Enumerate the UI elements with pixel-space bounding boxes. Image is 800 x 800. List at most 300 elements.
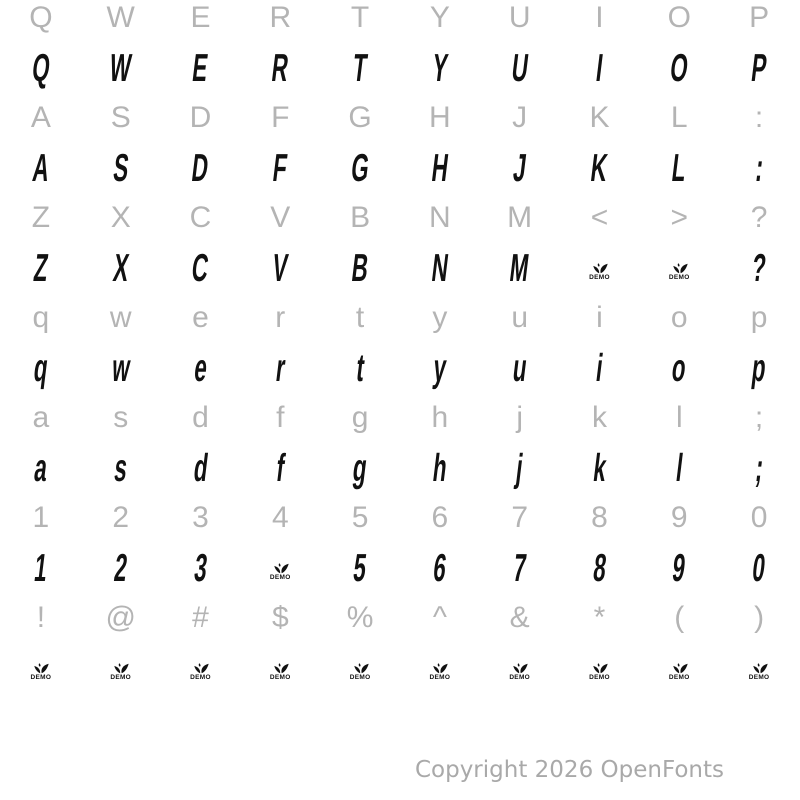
- glyph-cell: [1, 343, 81, 393]
- glyph-cell: [81, 643, 161, 693]
- fleuron-icon: [30, 662, 51, 674]
- glyph-cell: [1, 643, 81, 693]
- demo-label: DEMO: [668, 274, 690, 282]
- glyph-char: P: [749, 1, 770, 34]
- glyph-cell: [1, 443, 81, 493]
- fleuron-icon: [669, 262, 690, 274]
- glyph-cell: [480, 243, 560, 293]
- glyph-cell: [320, 143, 400, 193]
- glyph-cell: [560, 243, 640, 293]
- glyph-cell: [161, 243, 241, 293]
- glyph-char: >: [670, 201, 689, 234]
- glyph-char: Q: [29, 1, 53, 34]
- glyph-char: o: [669, 346, 689, 390]
- glyph-char: 7: [510, 546, 529, 590]
- glyph-char: O: [667, 1, 691, 34]
- glyph-cell: [719, 593, 799, 643]
- glyph-char: M: [507, 246, 532, 290]
- demo-glyph-mark: [749, 662, 770, 681]
- glyph-cell: [320, 193, 400, 243]
- glyph-char: h: [430, 446, 450, 490]
- glyph-char: ^: [432, 601, 447, 634]
- glyph-char: g: [351, 401, 369, 434]
- glyph-cell: [719, 343, 799, 393]
- glyph-char: u: [511, 301, 529, 334]
- glyph-cell: [560, 393, 640, 443]
- glyph-cell: [1, 293, 81, 343]
- glyph-cell: [161, 493, 241, 543]
- glyph-char: 0: [750, 501, 768, 534]
- glyph-cell: [320, 343, 400, 393]
- glyph-cell: [81, 543, 161, 593]
- glyph-cell: [400, 443, 480, 493]
- glyph-cell: [240, 43, 320, 93]
- fleuron-icon: [350, 662, 371, 674]
- demo-glyph-mark: [110, 662, 131, 681]
- demo-glyph-mark: [669, 262, 690, 281]
- glyph-cell: [320, 543, 400, 593]
- glyph-char: B: [349, 246, 371, 290]
- glyph-cell: [480, 143, 560, 193]
- demo-label: DEMO: [668, 674, 690, 682]
- glyph-cell: [320, 443, 400, 493]
- glyph-char: O: [668, 46, 691, 90]
- glyph-char: J: [510, 146, 529, 190]
- glyph-char: C: [189, 201, 212, 234]
- glyph-char: W: [107, 46, 134, 90]
- glyph-char: k: [590, 446, 609, 490]
- glyph-char: 6: [431, 546, 449, 590]
- fleuron-icon: [190, 662, 211, 674]
- glyph-char: q: [32, 301, 50, 334]
- glyph-cell: [81, 293, 161, 343]
- glyph-char: 9: [670, 501, 688, 534]
- glyph-char: *: [593, 601, 606, 634]
- glyph-char: i: [596, 301, 603, 334]
- glyph-cell: [320, 593, 400, 643]
- fleuron-icon: [589, 662, 610, 674]
- glyph-char: %: [346, 601, 374, 634]
- glyph-row-demo: [0, 543, 800, 593]
- glyph-cell: [240, 93, 320, 143]
- glyph-cell: [560, 143, 640, 193]
- glyph-cell: [161, 443, 241, 493]
- glyph-char: K: [589, 101, 610, 134]
- glyph-row-demo: [0, 43, 800, 93]
- demo-label: DEMO: [589, 274, 610, 282]
- glyph-row-demo: [0, 343, 800, 393]
- glyph-char: P: [749, 46, 770, 90]
- glyph-char: 3: [191, 546, 210, 590]
- glyph-cell: [81, 243, 161, 293]
- glyph-cell: [639, 93, 719, 143]
- glyph-cell: [320, 493, 400, 543]
- glyph-char: 5: [351, 501, 369, 534]
- glyph-cell: [560, 643, 640, 693]
- glyph-char: g: [350, 446, 370, 490]
- glyph-cell: [240, 443, 320, 493]
- glyph-char: 1: [32, 546, 50, 590]
- glyph-char: H: [429, 101, 451, 134]
- glyph-char: t: [355, 301, 365, 334]
- demo-label: DEMO: [509, 674, 531, 682]
- fleuron-icon: [110, 662, 131, 674]
- glyph-cell: [480, 343, 560, 393]
- glyph-cell: [400, 0, 480, 43]
- glyph-cell: [719, 0, 799, 43]
- glyph-char: ?: [749, 246, 769, 290]
- glyph-cell: [639, 193, 719, 243]
- glyph-cell: [480, 593, 560, 643]
- glyph-char: 3: [192, 501, 209, 534]
- glyph-char: A: [30, 101, 51, 134]
- glyph-cell: [320, 643, 400, 693]
- glyph-char: &: [509, 601, 530, 634]
- glyph-char: y: [432, 301, 448, 334]
- demo-glyph-mark: [509, 662, 530, 681]
- glyph-cell: [639, 643, 719, 693]
- glyph-char: V: [270, 246, 291, 290]
- glyph-cell: [719, 443, 799, 493]
- glyph-cell: [161, 543, 241, 593]
- glyph-char: L: [669, 146, 689, 190]
- glyph-cell: [400, 393, 480, 443]
- glyph-char: S: [110, 101, 131, 134]
- glyph-cell: [480, 393, 560, 443]
- glyph-row-demo: [0, 243, 800, 293]
- glyph-cell: [400, 293, 480, 343]
- glyph-cell: [560, 593, 640, 643]
- glyph-char: q: [31, 346, 51, 390]
- glyph-cell: [560, 293, 640, 343]
- fleuron-icon: [270, 662, 291, 674]
- glyph-char: h: [431, 401, 449, 434]
- glyph-row-reference: [0, 293, 800, 343]
- glyph-char: #: [192, 601, 209, 634]
- glyph-char: I: [593, 46, 606, 90]
- glyph-cell: [1, 193, 81, 243]
- glyph-row-reference: [0, 593, 800, 643]
- glyph-char: w: [109, 346, 132, 390]
- glyph-char: 2: [112, 501, 130, 534]
- fleuron-icon: [589, 262, 610, 274]
- glyph-cell: [1, 593, 81, 643]
- glyph-char: 4: [271, 501, 289, 534]
- glyph-row-demo: [0, 143, 800, 193]
- glyph-cell: [320, 393, 400, 443]
- glyph-cell: [719, 543, 799, 593]
- glyph-char: F: [270, 146, 290, 190]
- glyph-cell: [81, 43, 161, 93]
- glyph-cell: [639, 143, 719, 193]
- glyph-cell: [480, 493, 560, 543]
- glyph-cell: [240, 493, 320, 543]
- glyph-char: Z: [31, 246, 51, 290]
- glyph-cell: [1, 543, 81, 593]
- glyph-cell: [320, 243, 400, 293]
- glyph-cell: [400, 143, 480, 193]
- glyph-cell: [560, 443, 640, 493]
- glyph-cell: [400, 193, 480, 243]
- glyph-cell: [240, 0, 320, 43]
- glyph-cell: [639, 443, 719, 493]
- glyph-char: y: [431, 346, 449, 390]
- glyph-char: C: [189, 246, 212, 290]
- glyph-cell: [560, 0, 640, 43]
- glyph-char: <: [590, 201, 609, 234]
- glyph-char: Q: [29, 46, 53, 90]
- glyph-cell: [480, 543, 560, 593]
- glyph-char: j: [516, 401, 524, 434]
- glyph-char: r: [275, 301, 286, 334]
- demo-glyph-mark: [270, 562, 291, 581]
- glyph-cell: [240, 393, 320, 443]
- glyph-cell: [560, 493, 640, 543]
- glyph-char: f: [273, 446, 287, 490]
- glyph-cell: [161, 43, 241, 93]
- glyph-cell: [400, 493, 480, 543]
- glyph-cell: [81, 143, 161, 193]
- glyph-char: k: [591, 401, 607, 434]
- glyph-char: ): [754, 601, 765, 634]
- glyph-row-reference: [0, 93, 800, 143]
- glyph-cell: [161, 93, 241, 143]
- glyph-char: t: [353, 346, 367, 390]
- glyph-cell: [480, 43, 560, 93]
- glyph-char: (: [674, 601, 685, 634]
- glyph-cell: [320, 93, 400, 143]
- glyph-cell: [161, 193, 241, 243]
- glyph-cell: [1, 0, 81, 43]
- glyph-char: s: [113, 401, 129, 434]
- glyph-cell: [161, 393, 241, 443]
- glyph-char: G: [348, 146, 372, 190]
- glyph-char: 1: [32, 501, 50, 534]
- glyph-cell: [240, 143, 320, 193]
- demo-label: DEMO: [748, 674, 770, 682]
- glyph-char: 0: [750, 546, 768, 590]
- glyph-cell: [240, 293, 320, 343]
- glyph-char: d: [192, 401, 209, 434]
- glyph-char: o: [670, 301, 688, 334]
- glyph-char: D: [189, 101, 212, 134]
- glyph-char: w: [109, 301, 132, 334]
- glyph-cell: [560, 193, 640, 243]
- glyph-char: N: [429, 201, 451, 234]
- glyph-cell: [81, 93, 161, 143]
- glyph-cell: [161, 293, 241, 343]
- glyph-char: f: [276, 401, 285, 434]
- glyph-char: A: [30, 146, 52, 190]
- glyph-char: :: [754, 101, 764, 134]
- demo-glyph-mark: [589, 662, 610, 681]
- demo-label: DEMO: [269, 674, 291, 682]
- glyph-char: W: [106, 1, 135, 34]
- glyph-cell: [1, 143, 81, 193]
- glyph-cell: [639, 343, 719, 393]
- glyph-cell: [400, 93, 480, 143]
- glyph-char: Z: [31, 201, 51, 234]
- glyph-char: E: [190, 1, 211, 34]
- glyph-cell: [639, 243, 719, 293]
- glyph-char: p: [750, 301, 768, 334]
- glyph-char: F: [271, 101, 290, 134]
- glyph-char: a: [32, 401, 50, 434]
- glyph-char: L: [670, 101, 688, 134]
- glyph-cell: [161, 343, 241, 393]
- glyph-cell: [81, 193, 161, 243]
- glyph-cell: [400, 643, 480, 693]
- glyph-char: J: [512, 101, 528, 134]
- glyph-cell: [161, 143, 241, 193]
- glyph-char: ?: [750, 201, 768, 234]
- glyph-cell: [480, 293, 560, 343]
- glyph-cell: [639, 393, 719, 443]
- demo-glyph-mark: [30, 662, 51, 681]
- glyph-cell: [81, 593, 161, 643]
- glyph-char: U: [508, 1, 531, 34]
- glyph-char: 7: [511, 501, 529, 534]
- glyph-char: 8: [590, 546, 609, 590]
- glyph-char: H: [429, 146, 451, 190]
- fleuron-icon: [669, 662, 690, 674]
- glyph-cell: [480, 643, 560, 693]
- glyph-row-demo-marks: [0, 643, 800, 693]
- glyph-char: B: [350, 201, 371, 234]
- glyph-cell: [480, 443, 560, 493]
- glyph-char: I: [595, 1, 604, 34]
- glyph-cell: [719, 93, 799, 143]
- glyph-row-reference: [0, 193, 800, 243]
- glyph-cell: [1, 43, 81, 93]
- glyph-cell: [560, 43, 640, 93]
- glyph-cell: [81, 393, 161, 443]
- glyph-char: r: [273, 346, 288, 390]
- glyph-cell: [240, 643, 320, 693]
- demo-glyph-mark: [589, 262, 610, 281]
- glyph-cell: [320, 0, 400, 43]
- glyph-cell: [81, 493, 161, 543]
- fleuron-icon: [749, 662, 770, 674]
- glyph-char: $: [271, 601, 289, 634]
- glyph-cell: [639, 43, 719, 93]
- glyph-char: e: [191, 346, 210, 390]
- glyph-char: 9: [670, 546, 689, 590]
- demo-label: DEMO: [589, 674, 610, 682]
- glyph-char: l: [673, 446, 685, 490]
- glyph-cell: [639, 293, 719, 343]
- glyph-cell: [240, 193, 320, 243]
- glyph-cell: [1, 493, 81, 543]
- demo-label: DEMO: [190, 674, 211, 682]
- glyph-cell: [719, 493, 799, 543]
- glyph-char: d: [191, 446, 210, 490]
- glyph-char: 5: [351, 546, 369, 590]
- glyph-cell: [1, 243, 81, 293]
- glyph-cell: [161, 593, 241, 643]
- glyph-cell: [639, 543, 719, 593]
- glyph-char: N: [429, 246, 451, 290]
- glyph-char: !: [36, 601, 46, 634]
- glyph-cell: [1, 393, 81, 443]
- glyph-cell: [719, 193, 799, 243]
- fleuron-icon: [509, 662, 530, 674]
- glyph-cell: [240, 543, 320, 593]
- glyph-char: V: [270, 201, 291, 234]
- fleuron-icon: [429, 662, 450, 674]
- glyph-row-reference: [0, 493, 800, 543]
- glyph-cell: [81, 0, 161, 43]
- glyph-char: U: [509, 46, 531, 90]
- glyph-cell: [81, 443, 161, 493]
- demo-glyph-mark: [190, 662, 211, 681]
- glyph-char: S: [110, 146, 131, 190]
- glyph-char: e: [192, 301, 209, 334]
- glyph-cell: [719, 293, 799, 343]
- glyph-char: ;: [752, 446, 766, 490]
- glyph-cell: [480, 93, 560, 143]
- demo-glyph-mark: [669, 662, 690, 681]
- glyph-char: ;: [754, 401, 764, 434]
- demo-glyph-mark: [429, 662, 450, 681]
- glyph-char: G: [348, 101, 372, 134]
- glyph-cell: [400, 343, 480, 393]
- demo-glyph-mark: [350, 662, 371, 681]
- demo-label: DEMO: [429, 674, 451, 682]
- glyph-cell: [719, 643, 799, 693]
- glyph-char: l: [675, 401, 683, 434]
- glyph-char: i: [593, 346, 606, 390]
- glyph-cell: [639, 0, 719, 43]
- demo-label: DEMO: [30, 674, 52, 682]
- glyph-cell: [560, 543, 640, 593]
- glyph-cell: [719, 43, 799, 93]
- glyph-char: R: [269, 46, 291, 90]
- glyph-char: D: [189, 146, 212, 190]
- glyph-char: R: [269, 1, 292, 34]
- glyph-char: s: [111, 446, 130, 490]
- glyph-cell: [560, 93, 640, 143]
- glyph-cell: [1, 93, 81, 143]
- glyph-cell: [480, 0, 560, 43]
- glyph-cell: [161, 0, 241, 43]
- glyph-char: :: [752, 146, 766, 190]
- glyph-row-reference: [0, 0, 800, 43]
- glyph-cell: [320, 43, 400, 93]
- glyph-char: p: [749, 346, 769, 390]
- glyph-char: M: [507, 201, 533, 234]
- glyph-cell: [400, 593, 480, 643]
- glyph-cell: [161, 643, 241, 693]
- glyph-char: j: [513, 446, 526, 490]
- glyph-cell: [400, 43, 480, 93]
- glyph-char: u: [510, 346, 530, 390]
- glyph-cell: [240, 593, 320, 643]
- glyph-cell: [81, 343, 161, 393]
- glyph-char: E: [190, 46, 211, 90]
- glyph-cell: [320, 293, 400, 343]
- glyph-char: T: [350, 46, 370, 90]
- glyph-char: T: [350, 1, 370, 34]
- glyph-cell: [400, 543, 480, 593]
- glyph-cell: [639, 593, 719, 643]
- demo-label: DEMO: [349, 674, 371, 682]
- glyph-cell: [719, 143, 799, 193]
- glyph-char: Y: [429, 46, 450, 90]
- glyph-char: 8: [591, 501, 608, 534]
- glyph-cell: [240, 243, 320, 293]
- glyph-cell: [400, 243, 480, 293]
